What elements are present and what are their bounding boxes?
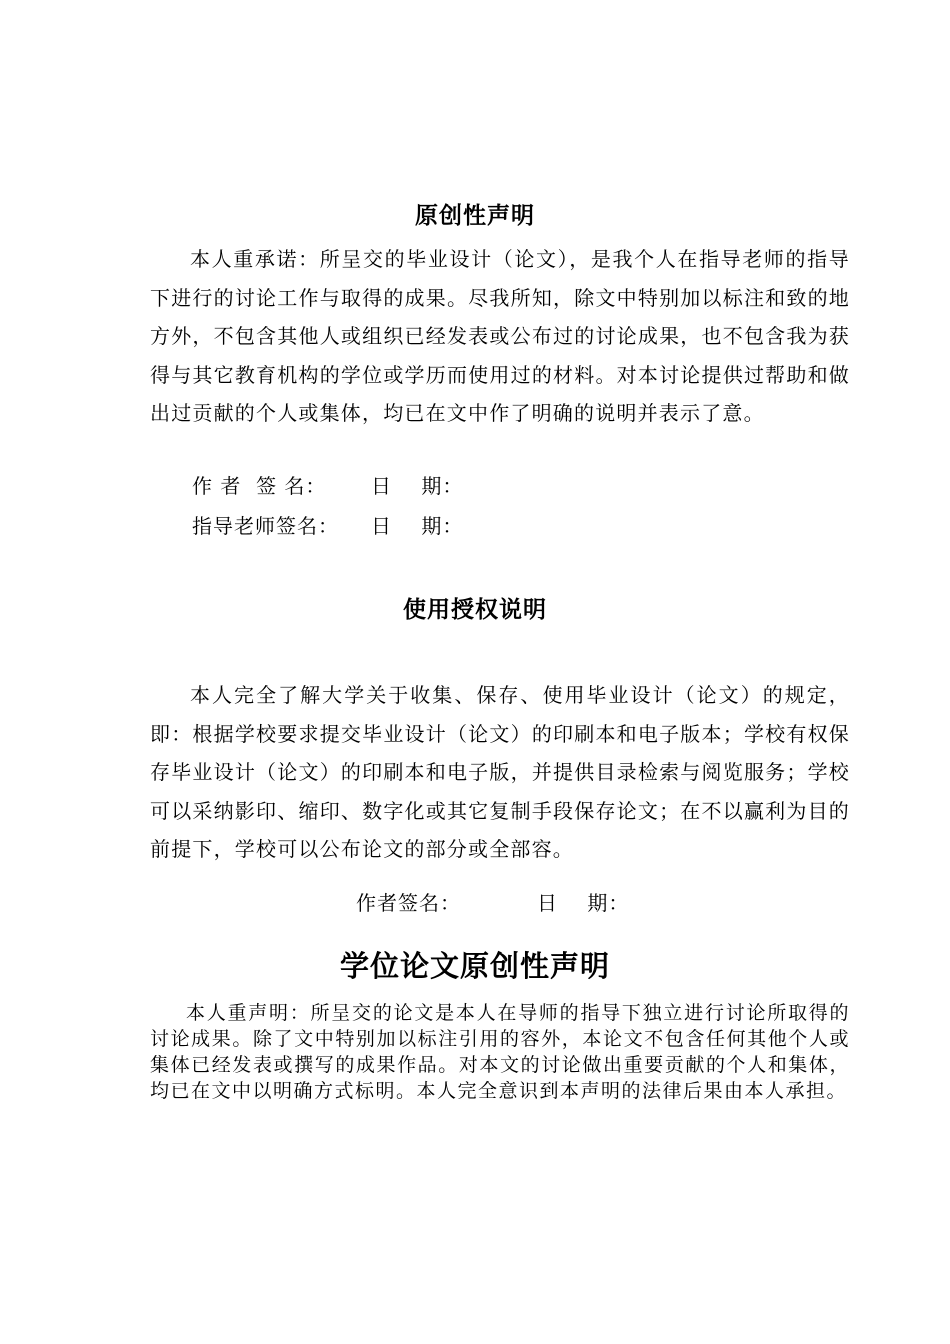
thesis-originality-title: 学位论文原创性声明 (339, 949, 610, 983)
authorization-title: 使用授权说明 (403, 597, 547, 623)
author-date-label: 日 期： (371, 474, 464, 498)
originality-statement-title: 原创性声明 (415, 203, 535, 229)
author-signature-label: 作 者 签 名： (192, 474, 327, 498)
originality-statement-body: 本人重承诺：所呈交的毕业设计（论文），是我个人在指导老师的指导下进行的讨论工作与取得的成果。尽我所知，除文中特别加以标注和致的地方外，不包含其他人或组织已经发表或公布过的讨论成果，也不包含我为获得与其它教育机构的学位或学历而使用过的材料。对本讨论提供过帮助和做出过贡献的个人或集体，均已在文中作了明确的说明并表示了意。 (150, 247, 850, 425)
authorization-date-label: 日 期： (537, 891, 630, 915)
thesis-originality-body: 本人重声明：所呈交的论文是本人在导师的指导下独立进行讨论所取得的讨论成果。除了文中特别加以标注引用的容外，本论文不包含任何其他个人或集体已经发表或撰写的成果作品。对本文的讨论做出重要贡献的个人和集体，均已在文中以明确方式标明。本人完全意识到本声明的法律后果由本人承担。 (150, 1002, 850, 1102)
authorization-body: 本人完全了解大学关于收集、保存、使用毕业设计（论文）的规定，即：根据学校要求提交毕业设计（论文）的印刷本和电子版本；学校有权保存毕业设计（论文）的印刷本和电子版，并提供目录检索与阅览服务；学校可以采纳影印、缩印、数字化或其它复制手段保存论文；在不以赢利为目的前提下，学校可以公布论文的部分或全部容。 (150, 683, 850, 861)
advisor-date-label: 日 期： (371, 514, 464, 538)
advisor-signature-label: 指导老师签名： (192, 514, 339, 538)
authorization-signature-label: 作者签名： (356, 891, 461, 915)
